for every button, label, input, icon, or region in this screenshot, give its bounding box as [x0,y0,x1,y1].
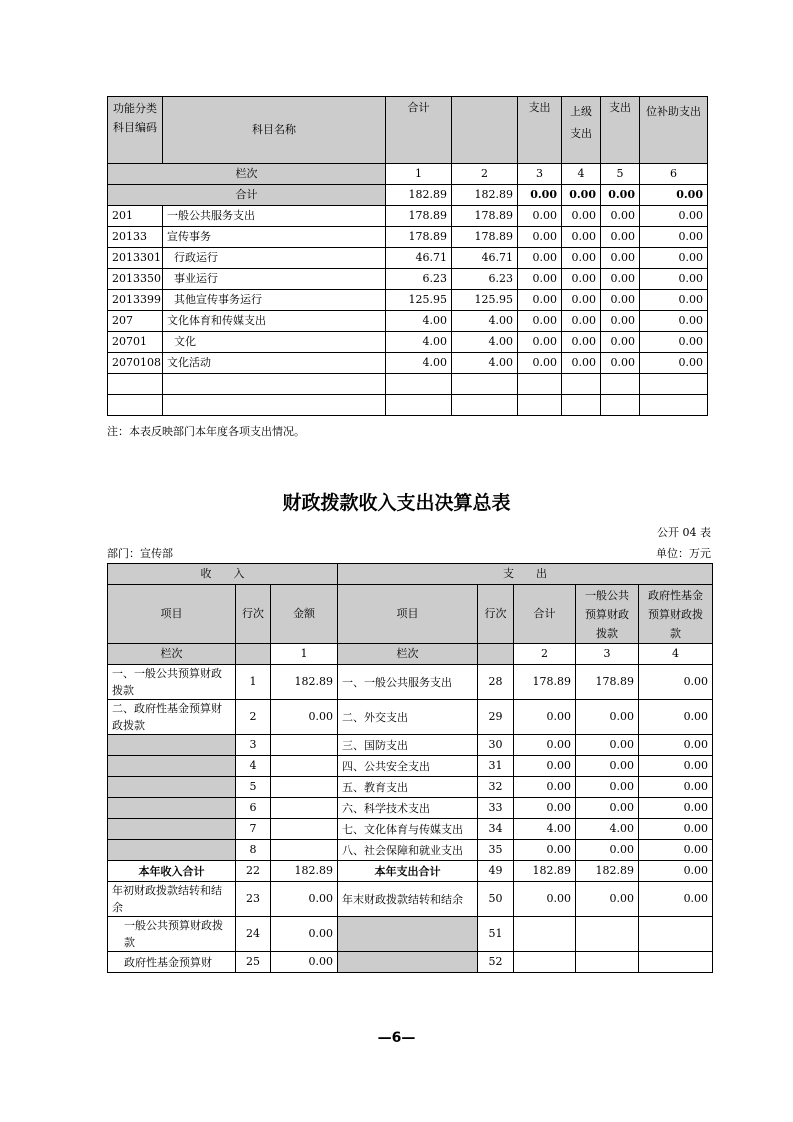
income-line: 25 [236,952,271,973]
row-value: 0.00 [640,332,708,353]
expense-general: 0.00 [576,777,639,798]
row-code: 207 [108,311,163,332]
row-value: 4.00 [452,311,518,332]
expense-item: 四、公共安全支出 [338,756,478,777]
expense-total-header: 合计 [514,585,576,644]
row-code: 2013399 [108,290,163,311]
row-value: 0.00 [601,311,640,332]
row-value: 0.00 [640,290,708,311]
row-value: 46.71 [386,248,452,269]
expense-line: 29 [478,700,514,735]
lanci-num: 1 [386,164,452,185]
income-item: 二、政府性基金预算财政拨款 [108,700,236,735]
expense-general [576,917,639,952]
expense-fund: 0.00 [639,819,713,840]
row-value: 6.23 [452,269,518,290]
expense-fund: 0.00 [639,861,713,882]
row-value: 0.00 [601,227,640,248]
total-value: 0.00 [640,185,708,206]
income-amount-header: 金额 [271,585,338,644]
table-row [108,798,713,819]
income-line: 23 [236,882,271,917]
expense-fund: 0.00 [639,840,713,861]
income-header: 收 入 [108,564,338,585]
expense-line: 34 [478,819,514,840]
row-value: 125.95 [452,290,518,311]
expense-general: 0.00 [576,735,639,756]
table-note: 注：本表反映部门本年度各项支出情况。 [107,425,305,438]
row-value: 0.00 [601,269,640,290]
row-code: 2013301 [108,248,163,269]
income-line: 7 [236,819,271,840]
expense-total: 0.00 [514,798,576,819]
total-value: 182.89 [452,185,518,206]
table-row [108,269,708,290]
total-value: 0.00 [562,185,601,206]
table-row [108,227,708,248]
expense-general: 0.00 [576,700,639,735]
row-name: 行政运行 [163,248,386,269]
expense-general: 4.00 [576,819,639,840]
table-row [108,840,713,861]
table-row [108,353,708,374]
empty-cell [562,374,601,395]
expense-general-header: 一般公共预算财政拨款 [576,585,639,644]
expense-item-header: 项目 [338,585,478,644]
lanci-num: 2 [452,164,518,185]
expense-line: 35 [478,840,514,861]
expense-fund [639,952,713,973]
expense-fund: 0.00 [639,665,713,700]
expense-total: 0.00 [514,756,576,777]
expense-fund: 0.00 [639,735,713,756]
row-code: 20701 [108,332,163,353]
empty-cell [562,395,601,416]
expense-line: 31 [478,756,514,777]
header-col6: 位补助支出 [640,97,708,164]
row-code: 2070108 [108,353,163,374]
income-line: 6 [236,798,271,819]
row-value: 0.00 [640,311,708,332]
header-col5: 支出 [601,97,640,164]
income-amount: 0.00 [271,952,338,973]
lanci-num: 2 [514,644,576,665]
table-row [108,952,713,973]
total-value: 0.00 [518,185,562,206]
empty-cell [163,374,386,395]
header-col4: 上级支出 [562,97,601,164]
empty-cell [386,395,452,416]
total-value: 182.89 [386,185,452,206]
income-amount: 0.00 [271,917,338,952]
expense-general: 0.00 [576,798,639,819]
lanci-label: 栏次 [108,644,236,665]
expense-general: 0.00 [576,756,639,777]
income-line-header: 行次 [236,585,271,644]
row-value: 0.00 [640,248,708,269]
row-value: 178.89 [386,206,452,227]
empty-cell [108,374,163,395]
expense-total: 0.00 [514,700,576,735]
row-value: 0.00 [518,248,562,269]
expense-total: 0.00 [514,777,576,798]
expense-item: 二、外交支出 [338,700,478,735]
income-line: 3 [236,735,271,756]
lanci-num: 4 [639,644,713,665]
lanci-num: 6 [640,164,708,185]
expense-detail-table [107,96,708,416]
empty-cell [452,395,518,416]
expense-fund: 0.00 [639,798,713,819]
income-amount [271,798,338,819]
income-item: 政府性基金预算财 [108,952,236,973]
row-value: 0.00 [518,353,562,374]
lanci-num: 1 [271,644,338,665]
table-row [108,332,708,353]
expense-line: 49 [478,861,514,882]
income-amount [271,756,338,777]
row-value: 178.89 [452,206,518,227]
header-name: 科目名称 [163,97,386,164]
expense-line: 33 [478,798,514,819]
expense-total: 0.00 [514,840,576,861]
table-row [108,311,708,332]
expense-general: 182.89 [576,861,639,882]
row-value: 0.00 [518,311,562,332]
expense-item: 七、文化体育与传媒支出 [338,819,478,840]
row-name: 文化体育和传媒支出 [163,311,386,332]
expense-item: 三、国防支出 [338,735,478,756]
total-label: 合计 [108,185,386,206]
expense-item: 六、科学技术支出 [338,798,478,819]
expense-total: 182.89 [514,861,576,882]
fiscal-summary-table [107,563,713,973]
expense-fund: 0.00 [639,756,713,777]
expense-item: 年末财政拨款结转和结余 [338,882,478,917]
row-value: 0.00 [562,353,601,374]
table-row [108,819,713,840]
row-name: 事业运行 [163,269,386,290]
income-line: 4 [236,756,271,777]
row-code: 20133 [108,227,163,248]
row-value: 0.00 [518,290,562,311]
empty-cell [452,374,518,395]
income-line: 8 [236,840,271,861]
income-item [108,798,236,819]
income-amount: 0.00 [271,700,338,735]
income-item [108,840,236,861]
empty-cell [478,644,514,665]
row-value: 178.89 [386,227,452,248]
income-amount: 0.00 [271,882,338,917]
row-value: 0.00 [562,311,601,332]
row-value: 0.00 [601,353,640,374]
row-value: 6.23 [386,269,452,290]
table-row [108,882,713,917]
expense-item: 八、社会保障和就业支出 [338,840,478,861]
row-name: 宣传事务 [163,227,386,248]
row-value: 0.00 [601,248,640,269]
row-value: 0.00 [640,353,708,374]
row-value: 0.00 [518,332,562,353]
page-title: 财政拨款收入支出决算总表 [282,492,511,514]
total-row [108,861,713,882]
empty-cell [640,395,708,416]
expense-line: 28 [478,665,514,700]
income-item [108,777,236,798]
expense-general [576,952,639,973]
empty-cell [108,395,163,416]
row-code: 201 [108,206,163,227]
expense-line: 32 [478,777,514,798]
table-row [108,665,713,700]
row-value: 178.89 [452,227,518,248]
row-value: 4.00 [452,332,518,353]
income-line: 5 [236,777,271,798]
lanci-num: 3 [576,644,639,665]
table-row [108,917,713,952]
row-name: 一般公共服务支出 [163,206,386,227]
income-item: 本年收入合计 [108,861,236,882]
expense-general: 0.00 [576,840,639,861]
row-value: 4.00 [386,332,452,353]
table-row [108,290,708,311]
form-code: 公开 04 表 [657,526,711,539]
table-row [108,735,713,756]
empty-cell [236,644,271,665]
row-value: 0.00 [562,332,601,353]
expense-item: 五、教育支出 [338,777,478,798]
row-value: 0.00 [518,206,562,227]
row-value: 0.00 [518,227,562,248]
row-value: 0.00 [640,269,708,290]
row-value: 0.00 [640,206,708,227]
header-total: 合计 [386,97,452,164]
expense-line-header: 行次 [478,585,514,644]
page-number: —6— [377,1030,416,1046]
expense-line: 50 [478,882,514,917]
row-code: 2013350 [108,269,163,290]
table-row [108,756,713,777]
expense-line: 30 [478,735,514,756]
income-line: 1 [236,665,271,700]
income-line: 2 [236,700,271,735]
empty-cell [601,374,640,395]
table-row [108,700,713,735]
expense-total [514,917,576,952]
income-amount [271,819,338,840]
table-row [108,777,713,798]
income-line: 24 [236,917,271,952]
row-value: 125.95 [386,290,452,311]
income-item [108,756,236,777]
lanci-num: 3 [518,164,562,185]
expense-line: 51 [478,917,514,952]
income-amount: 182.89 [271,665,338,700]
header-code: 功能分类科目编码 [108,97,163,164]
expense-general: 178.89 [576,665,639,700]
empty-cell [163,395,386,416]
income-item [108,735,236,756]
header-col3: 支出 [518,97,562,164]
empty-cell [640,374,708,395]
row-value: 0.00 [562,269,601,290]
row-value: 0.00 [562,227,601,248]
empty-cell [518,395,562,416]
expense-header: 支 出 [338,564,713,585]
header-col2 [452,97,518,164]
expense-fund: 0.00 [639,777,713,798]
row-value: 0.00 [601,332,640,353]
row-value: 4.00 [452,353,518,374]
expense-fund [639,917,713,952]
income-item: 年初财政拨款结转和结余 [108,882,236,917]
expense-fund: 0.00 [639,882,713,917]
row-value: 0.00 [601,290,640,311]
expense-item [338,952,478,973]
row-value: 0.00 [562,248,601,269]
expense-general: 0.00 [576,882,639,917]
row-name: 文化 [163,332,386,353]
income-item: 一、一般公共预算财政拨款 [108,665,236,700]
expense-total: 0.00 [514,735,576,756]
expense-total: 178.89 [514,665,576,700]
expense-total: 4.00 [514,819,576,840]
income-line: 22 [236,861,271,882]
lanci-label: 栏次 [108,164,386,185]
expense-item: 本年支出合计 [338,861,478,882]
row-value: 0.00 [518,269,562,290]
empty-cell [386,374,452,395]
expense-total: 0.00 [514,882,576,917]
lanci-num: 5 [601,164,640,185]
table-row [108,206,708,227]
row-value: 46.71 [452,248,518,269]
row-name: 文化活动 [163,353,386,374]
empty-cell [601,395,640,416]
row-value: 0.00 [601,206,640,227]
lanci-num: 4 [562,164,601,185]
income-item [108,819,236,840]
row-value: 0.00 [562,290,601,311]
income-amount [271,735,338,756]
lanci-label: 栏次 [338,644,478,665]
row-value: 4.00 [386,311,452,332]
expense-fund-header: 政府性基金预算财政拨款 [639,585,713,644]
expense-item [338,917,478,952]
income-item-header: 项目 [108,585,236,644]
row-value: 0.00 [640,227,708,248]
income-amount [271,840,338,861]
unit: 单位：万元 [656,547,711,560]
department: 部门：宣传部 [107,547,173,560]
empty-cell [518,374,562,395]
expense-item: 一、一般公共服务支出 [338,665,478,700]
row-name: 其他宣传事务运行 [163,290,386,311]
row-value: 4.00 [386,353,452,374]
table-row [108,248,708,269]
income-item: 一般公共预算财政拨款 [108,917,236,952]
expense-fund: 0.00 [639,700,713,735]
income-amount: 182.89 [271,861,338,882]
row-value: 0.00 [562,206,601,227]
expense-total [514,952,576,973]
income-amount [271,777,338,798]
total-value: 0.00 [601,185,640,206]
expense-line: 52 [478,952,514,973]
